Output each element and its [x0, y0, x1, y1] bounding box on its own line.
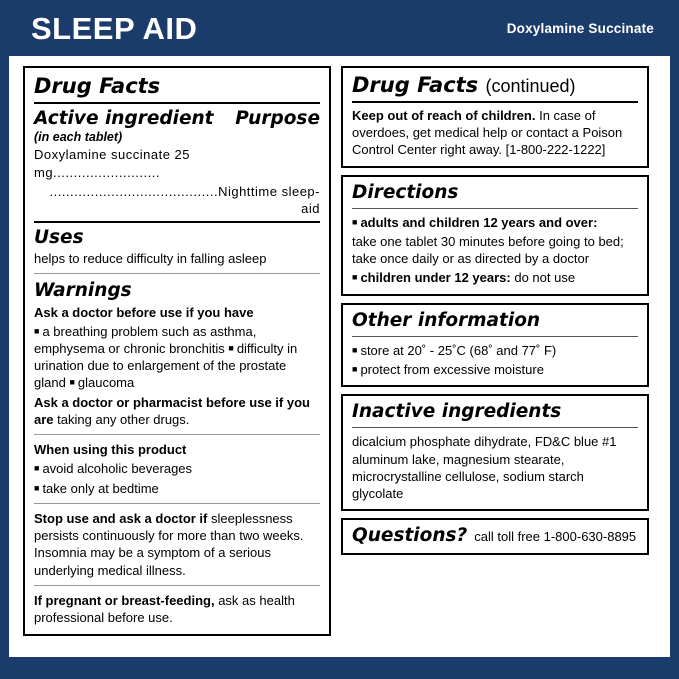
ask-pharmacist-rest: taking any other drugs. — [57, 411, 190, 427]
keep-out-text — [352, 107, 638, 158]
directions-item-2-rest: do not use — [514, 270, 576, 286]
other-information-heading: Other information — [352, 309, 541, 331]
drug-facts-heading-left: Drug Facts — [34, 74, 161, 98]
uses-heading: Uses — [34, 227, 84, 249]
divider — [352, 336, 638, 337]
ask-pharmacist-bold: Ask a doctor or pharmacist before use if you are — [34, 394, 310, 427]
keep-out-panel — [341, 66, 649, 168]
purpose-heading: Purpose — [235, 108, 320, 130]
directions-item-1 — [352, 214, 638, 231]
other-information-item-1 — [352, 342, 638, 359]
pregnant-rest: ask as health professional before use. — [34, 592, 295, 625]
bullet-icon: ■ — [34, 325, 40, 336]
divider — [34, 102, 320, 104]
active-ingredient-line: Doxylamine succinate 25 mg.......................... — [34, 147, 191, 180]
when-using-item-1 — [34, 460, 320, 478]
divider — [352, 101, 638, 103]
label-header — [9, 0, 670, 56]
bullet-icon: ■ — [34, 462, 40, 473]
divider — [34, 221, 320, 223]
label-body — [9, 56, 670, 636]
other-information-item-1-text: store at 20˚ - 25˚C (68˚ and 77˚ F) — [360, 342, 557, 358]
active-ingredient-row — [34, 108, 320, 129]
right-panel — [341, 66, 649, 636]
divider — [34, 273, 320, 274]
divider — [352, 208, 638, 209]
other-information-item-2 — [352, 361, 638, 378]
keep-out-rest: In case of overdoes, get medical help or contact a Poison Control Center right away. [1-800-222-1222] — [352, 108, 623, 158]
stop-use-line — [34, 510, 320, 579]
warnings-heading: Warnings — [34, 280, 132, 302]
questions-heading: Questions? — [352, 524, 468, 546]
divider — [34, 585, 320, 586]
ask-pharmacist-line — [34, 394, 320, 428]
product-title: SLEEP AID — [31, 10, 198, 46]
drug-facts-title-right: Drug Facts — [352, 73, 479, 97]
bullet-icon: ■ — [352, 216, 358, 227]
active-ingredient-heading: Active ingredient — [34, 108, 214, 130]
divider — [352, 427, 638, 428]
drug-facts-heading-right — [352, 73, 638, 97]
pregnant-bold: If pregnant or breast-feeding, — [34, 592, 215, 608]
stop-use-rest: sleeplessness persists continuously for more than two weeks. Insomnia may be a symptom of a serious underlying medical illness. — [34, 511, 304, 578]
questions-text: call toll free 1-800-630-8895 — [474, 528, 637, 544]
directions-item-1-rest: take one tablet 30 minutes before going to bed; take once daily or as directed by a doctor — [352, 234, 624, 267]
directions-item-2-bold: children under 12 years: — [360, 270, 511, 286]
inactive-ingredients-heading: Inactive ingredients — [352, 401, 562, 423]
drug-facts-continued: (continued) — [485, 76, 576, 96]
active-ingredient-name: Doxylamine Succinate — [506, 20, 654, 36]
uses-text: helps to reduce difficulty in falling asleep — [34, 251, 267, 267]
ask-doctor-item-2: difficulty in urination due to enlargement of the prostate gland — [34, 341, 298, 391]
bullet-icon: ■ — [34, 482, 40, 493]
bullet-icon: ■ — [352, 344, 358, 355]
when-using-heading: When using this product — [34, 441, 187, 457]
label-footer — [0, 657, 679, 679]
when-using-item-2-text: take only at bedtime — [42, 480, 159, 496]
directions-item-1-bold: adults and children 12 years and over: — [360, 214, 598, 230]
directions-heading: Directions — [352, 181, 459, 203]
keep-out-bold: Keep out of reach of children. — [352, 108, 536, 124]
questions-row — [352, 525, 638, 546]
bullet-icon: ■ — [352, 363, 358, 374]
other-information-panel — [341, 303, 649, 388]
other-information-item-2-text: protect from excessive moisture — [360, 361, 544, 377]
when-using-item-1-text: avoid alcoholic beverages — [42, 460, 193, 476]
ask-doctor-item-1: a breathing problem such as asthma, emphysema or chronic bronchitis — [34, 323, 257, 357]
each-tablet-note: (in each tablet) — [34, 130, 123, 145]
directions-item-2 — [352, 269, 638, 286]
ask-doctor-heading: Ask a doctor before use if you have — [34, 304, 254, 320]
divider — [34, 503, 320, 504]
pregnant-line — [34, 592, 320, 626]
bullet-icon: ■ — [69, 377, 75, 388]
ask-doctor-body — [34, 323, 320, 392]
stop-use-bold: Stop use and ask a doctor if — [34, 511, 208, 527]
inactive-ingredients-panel — [341, 394, 649, 511]
left-panel — [23, 66, 331, 636]
directions-panel — [341, 175, 649, 296]
bullet-icon: ■ — [228, 343, 234, 354]
inactive-ingredients-text: dicalcium phosphate dihydrate, FD&C blue #1 aluminum lake, magnesium stearate, microcrystalline cellulose, sodium starch glycolate — [352, 434, 617, 501]
when-using-item-2 — [34, 480, 320, 498]
ask-doctor-item-3: glaucoma — [77, 375, 135, 391]
divider — [34, 434, 320, 435]
bullet-icon: ■ — [352, 272, 358, 283]
questions-panel — [341, 518, 649, 555]
purpose-line: .........................................Nighttime sleep-aid — [49, 183, 320, 216]
